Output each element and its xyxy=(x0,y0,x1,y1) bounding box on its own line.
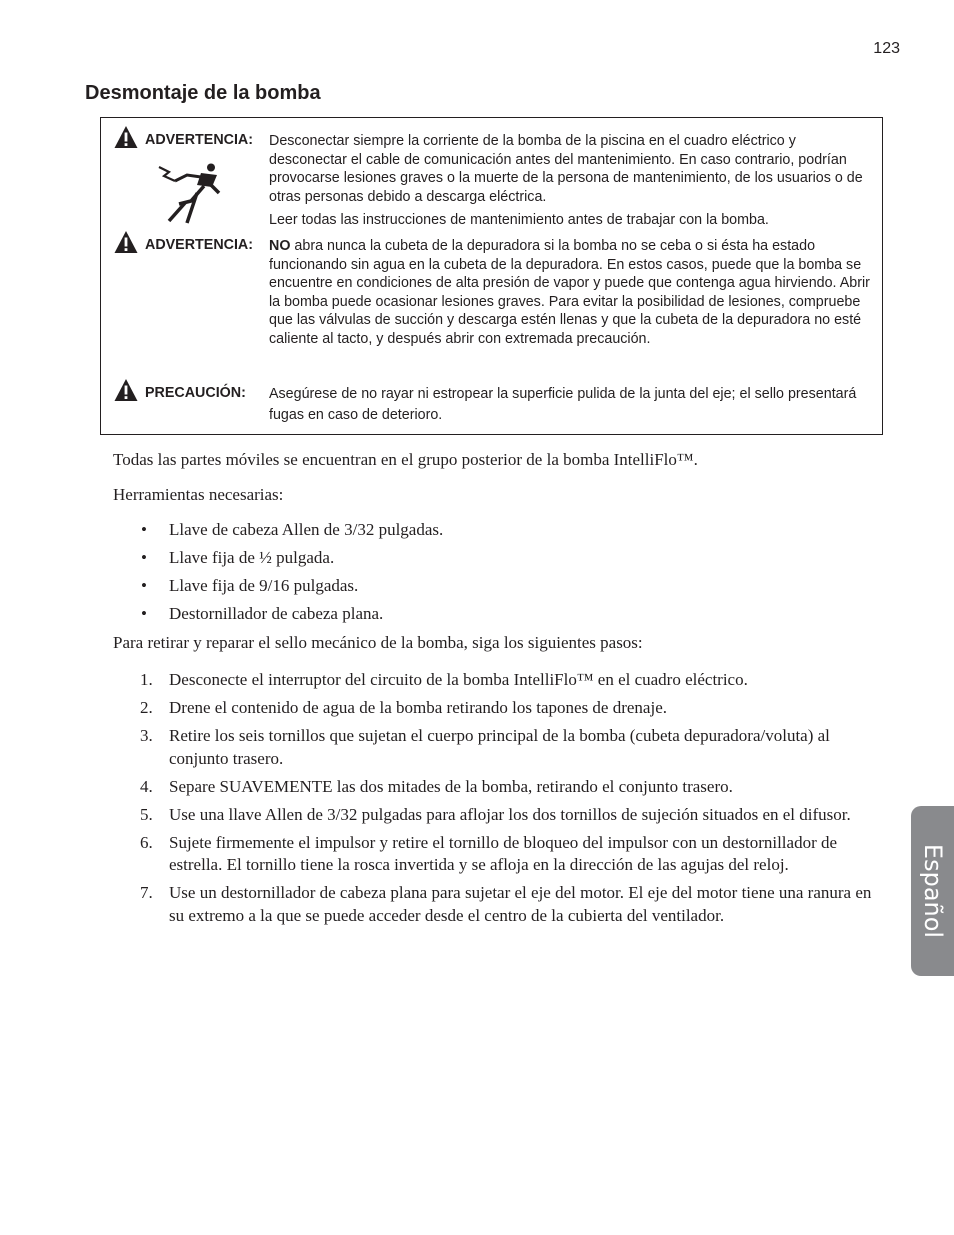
bullet: • xyxy=(141,576,147,595)
list-item-text: Llave fija de ½ pulgada. xyxy=(169,548,335,567)
intro-paragraph: Todas las partes móviles se encuentran en el grupo posterior de la bomba IntelliFlo™. xyxy=(113,450,698,469)
step-number: 4. xyxy=(140,776,153,796)
warning-label-2 xyxy=(114,237,253,254)
step-text: Sujete firmemente el impulsor y retire el tornillo de bloqueo del impulsor con un destornillador de estrella. El tornillo tiene la rosca invertida y se afloja en la dirección de las agujas del reloj. xyxy=(169,832,838,874)
step-number: 6. xyxy=(140,832,153,852)
warning-1-note: Leer todas las instrucciones de mantenimiento antes de trabajar con la bomba. xyxy=(269,212,769,228)
bullet: • xyxy=(141,520,147,539)
language-tab-label: Español xyxy=(918,843,947,939)
list-item xyxy=(113,804,885,827)
list-item-text: Llave de cabeza Allen de 3/32 pulgadas. xyxy=(169,520,444,539)
bullet: • xyxy=(141,604,147,623)
list-item-text: Llave fija de 9/16 pulgadas. xyxy=(169,576,359,595)
warning-2-text xyxy=(269,237,874,349)
warning-label-1 xyxy=(114,132,253,149)
warning-1-text: Desconectar siempre la corriente de la bomba de la piscina en el cuadro eléctrico y desconectar el cable de comunicación antes del mantenimiento. En caso contrario, podrían provocarse lesiones graves o la muerte de la persona de mantenimiento, de los usuarios o de otras personas debido a descarga eléctrica. xyxy=(269,133,863,205)
bullet: • xyxy=(141,548,147,567)
language-tab[interactable] xyxy=(911,806,954,976)
page-number: 123 xyxy=(873,40,900,57)
section-title: Desmontaje de la bomba xyxy=(85,82,321,104)
warning-triangle-icon xyxy=(114,378,138,402)
warning-label-text: ADVERTENCIA: xyxy=(145,237,254,253)
step-number: 3. xyxy=(140,726,153,745)
steps-intro: Para retirar y reparar el sello mecánico de la bomba, siga los siguientes pasos: xyxy=(113,633,643,652)
list-item-text: Destornillador de cabeza plana. xyxy=(169,604,384,623)
tools-heading: Herramientas necesarias: xyxy=(113,485,284,504)
step-text: Separe SUAVEMENTE las dos mitades de la bomba, retirando el conjunto trasero. xyxy=(169,776,733,796)
step-text: Use una llave Allen de 3/32 pulgadas para aflojar los dos tornillos de sujeción situados en el difusor. xyxy=(169,804,851,824)
list-item xyxy=(113,547,443,575)
caution-label xyxy=(114,385,246,402)
list-item xyxy=(113,725,885,770)
electric-shock-icon xyxy=(157,163,227,225)
caution-text: Asegúrese de no rayar ni estropear la superficie pulida de la junta del eje; el sello presentará fugas en caso de deterioro. xyxy=(269,386,857,423)
list-item xyxy=(113,776,885,799)
warning-2-bold-lead: NO xyxy=(269,238,291,254)
list-item xyxy=(113,832,885,877)
warning-label-text: ADVERTENCIA: xyxy=(145,132,254,148)
warning-triangle-icon xyxy=(114,230,138,254)
caution-label-text: PRECAUCIÓN: xyxy=(145,385,246,401)
step-text: Desconecte el interruptor del circuito de la bomba IntelliFlo™ en el cuadro eléctrico. xyxy=(169,670,748,689)
list-item xyxy=(113,575,443,603)
warning-box xyxy=(100,117,883,435)
list-item xyxy=(113,603,443,631)
list-item xyxy=(113,697,885,720)
step-number: 5. xyxy=(140,804,153,824)
list-item xyxy=(113,519,443,547)
list-item xyxy=(113,669,885,692)
warning-2-body: abra nunca la cubeta de la depuradora si la bomba no se ceba o si ésta ha estado funcionando sin agua en la cubeta de la depuradora. En estos casos, puede que la bomba se encuentre en condiciones de alta presión de vapor y puede que contenga agua hirviendo. Abrir la bomba puede ocasionar lesiones graves. Para evitar la posibilidad de lesiones, compruebe que las válvulas de succión y descarga estén llenas y que la cubeta de la depuradora no esté caliente al tacto, y después abrir con extremada precaución. xyxy=(269,238,870,347)
tools-list xyxy=(113,519,443,631)
step-number: 7. xyxy=(140,883,153,902)
step-text: Retire los seis tornillos que sujetan el cuerpo principal de la bomba (cubeta depuradora/voluta) al conjunto trasero. xyxy=(169,726,830,768)
list-item xyxy=(113,882,885,927)
steps-list xyxy=(113,669,885,933)
step-number: 1. xyxy=(140,670,153,689)
step-text: Drene el contenido de agua de la bomba retirando los tapones de drenaje. xyxy=(169,698,667,717)
step-text: Use un destornillador de cabeza plana para sujetar el eje del motor. El eje del motor tiene una ranura en su extremo a la que se puede acceder desde el centro de la cubierta del ventilador. xyxy=(169,883,872,925)
step-number: 2. xyxy=(140,698,153,717)
warning-triangle-icon xyxy=(114,125,138,149)
